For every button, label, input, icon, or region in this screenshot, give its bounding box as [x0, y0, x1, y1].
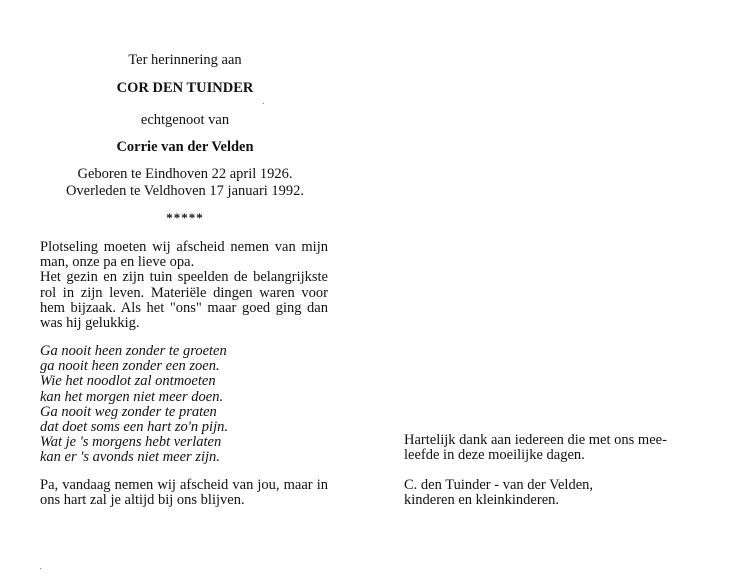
- thanks-text: [404, 433, 704, 463]
- deceased-name: COR DEN TUINDER: [116, 80, 254, 96]
- poem-line: Wie het noodlot zal ontmoeten: [40, 373, 216, 390]
- born-line: Geboren te Eindhoven 22 april 1926.: [77, 166, 293, 182]
- separator-stars: *****: [166, 210, 204, 225]
- thanks-line-2: leefde in deze moeilijke dagen.: [404, 447, 585, 464]
- prose-paragraph-2: Het gezin en zijn tuin speelden de belangrijkste rol in zijn leven. Materiële dingen waren voor hem bijzaak. Als het "ons" maar goed ging dan was hij gelukkig.: [40, 269, 328, 332]
- poem-line: Ga nooit weg zonder te praten: [40, 403, 217, 420]
- scan-speck: [263, 103, 264, 104]
- poem: [40, 344, 328, 466]
- memorial-text: [40, 240, 328, 331]
- relation-line: echtgenoot van: [140, 112, 230, 128]
- spouse-name: Corrie van der Velden: [116, 139, 254, 155]
- poem-line: Ga nooit heen zonder te groeten: [40, 343, 227, 359]
- signature-line-1: C. den Tuinder - van der Velden,: [404, 477, 594, 493]
- left-panel: [0, 0, 360, 580]
- closing-text: Pa, vandaag nemen wij afscheid van jou, maar in ons hart zal je altijd bij ons blijven.: [40, 477, 328, 509]
- intro-line: Ter herinnering aan: [128, 52, 242, 68]
- poem-line: Wat je 's morgens hebt verlaten: [40, 434, 222, 451]
- poem-line: kan het morgen niet meer doen.: [40, 388, 224, 405]
- poem-line: dat doet soms een hart zo'n pijn.: [40, 419, 228, 436]
- life-dates: [55, 166, 315, 200]
- poem-line: ga nooit heen zonder een zoen.: [40, 358, 220, 375]
- signature-line-2: kinderen en kleinkinderen.: [404, 492, 560, 509]
- died-line: Overleden te Veldhoven 17 januari 1992.: [65, 183, 305, 199]
- thanks-line-1: Hartelijk dank aan iedereen die met ons mee-: [404, 432, 667, 448]
- scan-speck: [40, 568, 41, 569]
- poem-line: kan er 's avonds niet meer zijn.: [40, 449, 220, 466]
- signature: [404, 478, 704, 508]
- prose-paragraph-1: Plotseling moeten wij afscheid nemen van mijn man, onze pa en lieve opa.: [40, 239, 328, 271]
